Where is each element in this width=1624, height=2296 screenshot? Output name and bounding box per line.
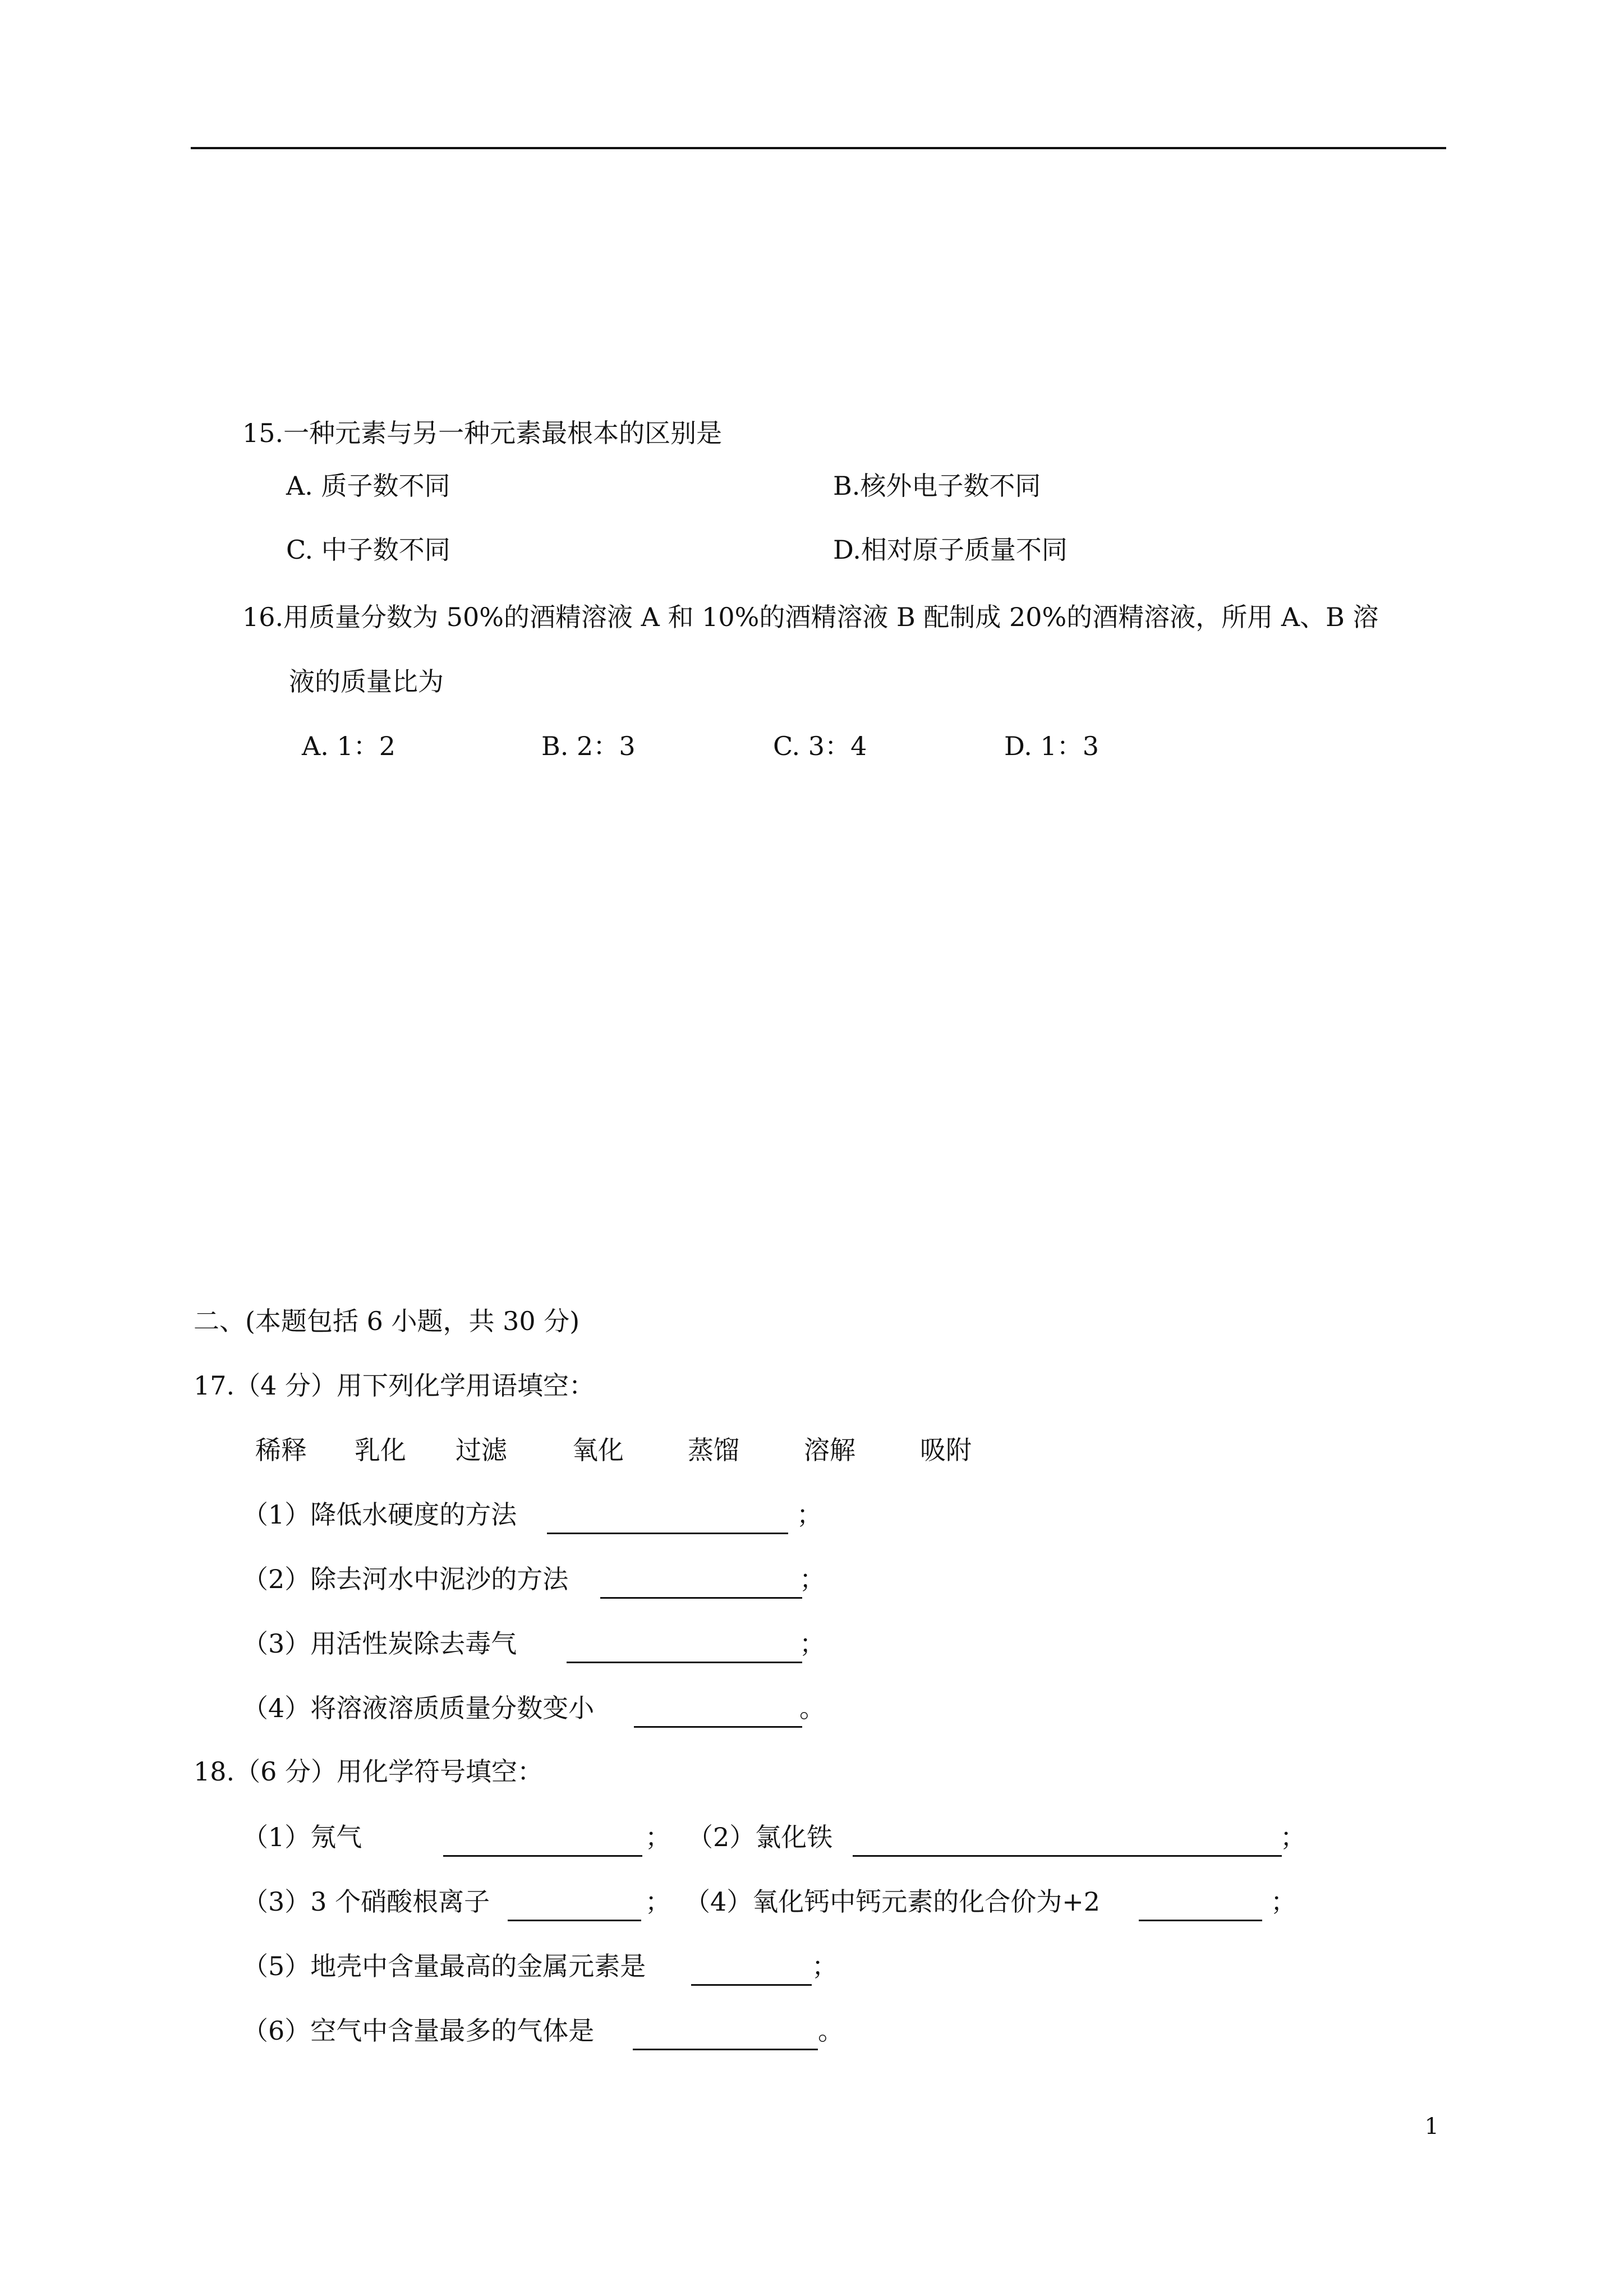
q18-item-3: （3）3 个硝酸根离子 bbox=[242, 1887, 490, 1917]
q17-item-2-end: ； bbox=[799, 1564, 825, 1594]
q18-item-1-sep: ； bbox=[645, 1822, 671, 1852]
q16-option-b: B. 2：3 bbox=[541, 731, 636, 761]
q15-option-c: C. 中子数不同 bbox=[286, 535, 450, 565]
q18-item-6-end: 。 bbox=[818, 2016, 844, 2046]
q17-item-3-end: ； bbox=[799, 1628, 825, 1659]
q17-word: 乳化 bbox=[355, 1435, 406, 1465]
page-number: 1 bbox=[1424, 2114, 1439, 2139]
q17-word: 稀释 bbox=[255, 1435, 307, 1465]
q16-option-d: D. 1：3 bbox=[1004, 731, 1099, 761]
q18-item-2: （2）氯化铁 bbox=[687, 1822, 833, 1852]
q18-item-3-sep: ； bbox=[645, 1887, 671, 1917]
answer-blank[interactable] bbox=[691, 1984, 812, 1986]
q17-item-1: （1）降低水硬度的方法 bbox=[242, 1499, 517, 1530]
answer-blank[interactable] bbox=[567, 1662, 802, 1663]
answer-blank[interactable] bbox=[853, 1855, 1282, 1857]
q18-item-2-end: ； bbox=[1280, 1822, 1306, 1852]
answer-blank[interactable] bbox=[547, 1533, 788, 1534]
q18-item-6: （6）空气中含量最多的气体是 bbox=[242, 2016, 595, 2046]
answer-blank[interactable] bbox=[633, 2049, 818, 2050]
answer-blank[interactable] bbox=[600, 1597, 802, 1599]
q17-word: 吸附 bbox=[920, 1435, 972, 1465]
section-heading: 二、(本题包括 6 小题，共 30 分) bbox=[194, 1306, 580, 1336]
q17-word: 蒸馏 bbox=[688, 1435, 739, 1465]
q17-stem: 17.（4 分）用下列化学用语填空： bbox=[194, 1370, 595, 1401]
q18-item-4: （4）氧化钙中钙元素的化合价为+2 bbox=[684, 1887, 1101, 1917]
q18-item-5: （5）地壳中含量最高的金属元素是 bbox=[242, 1951, 646, 1981]
q16-option-c: C. 3：4 bbox=[773, 731, 867, 761]
q17-item-3: （3）用活性炭除去毒气 bbox=[242, 1628, 517, 1659]
q15-option-d: D.相对原子质量不同 bbox=[833, 535, 1068, 565]
q18-stem: 18.（6 分）用化学符号填空： bbox=[194, 1756, 544, 1787]
q17-word: 溶解 bbox=[804, 1435, 855, 1465]
q17-item-1-end: ； bbox=[797, 1499, 822, 1530]
q15-stem: 15.一种元素与另一种元素最根本的区别是 bbox=[242, 418, 723, 448]
answer-blank[interactable] bbox=[634, 1726, 802, 1728]
q18-item-1: （1）氖气 bbox=[242, 1822, 362, 1852]
answer-blank[interactable] bbox=[443, 1855, 642, 1857]
q17-item-4-end: 。 bbox=[799, 1693, 825, 1723]
q16-stem-line2: 液的质量比为 bbox=[289, 666, 444, 697]
q16-option-a: A. 1：2 bbox=[302, 731, 395, 761]
q16-stem-line1: 16.用质量分数为 50%的酒精溶液 A 和 10%的酒精溶液 B 配制成 20%的酒精溶液，所用 A、B 溶 bbox=[242, 602, 1379, 632]
q18-item-4-end: ； bbox=[1271, 1887, 1296, 1917]
answer-blank[interactable] bbox=[508, 1920, 641, 1921]
q17-item-2: （2）除去河水中泥沙的方法 bbox=[242, 1564, 569, 1594]
q15-option-a: A. 质子数不同 bbox=[286, 471, 450, 501]
q18-item-5-end: ； bbox=[812, 1951, 838, 1981]
q17-word: 氧化 bbox=[572, 1435, 624, 1465]
q17-item-4: （4）将溶液溶质质量分数变小 bbox=[242, 1693, 595, 1723]
q15-option-b: B.核外电子数不同 bbox=[833, 471, 1041, 501]
header-rule bbox=[191, 147, 1446, 149]
q17-word: 过滤 bbox=[456, 1435, 507, 1465]
answer-blank[interactable] bbox=[1139, 1920, 1262, 1921]
